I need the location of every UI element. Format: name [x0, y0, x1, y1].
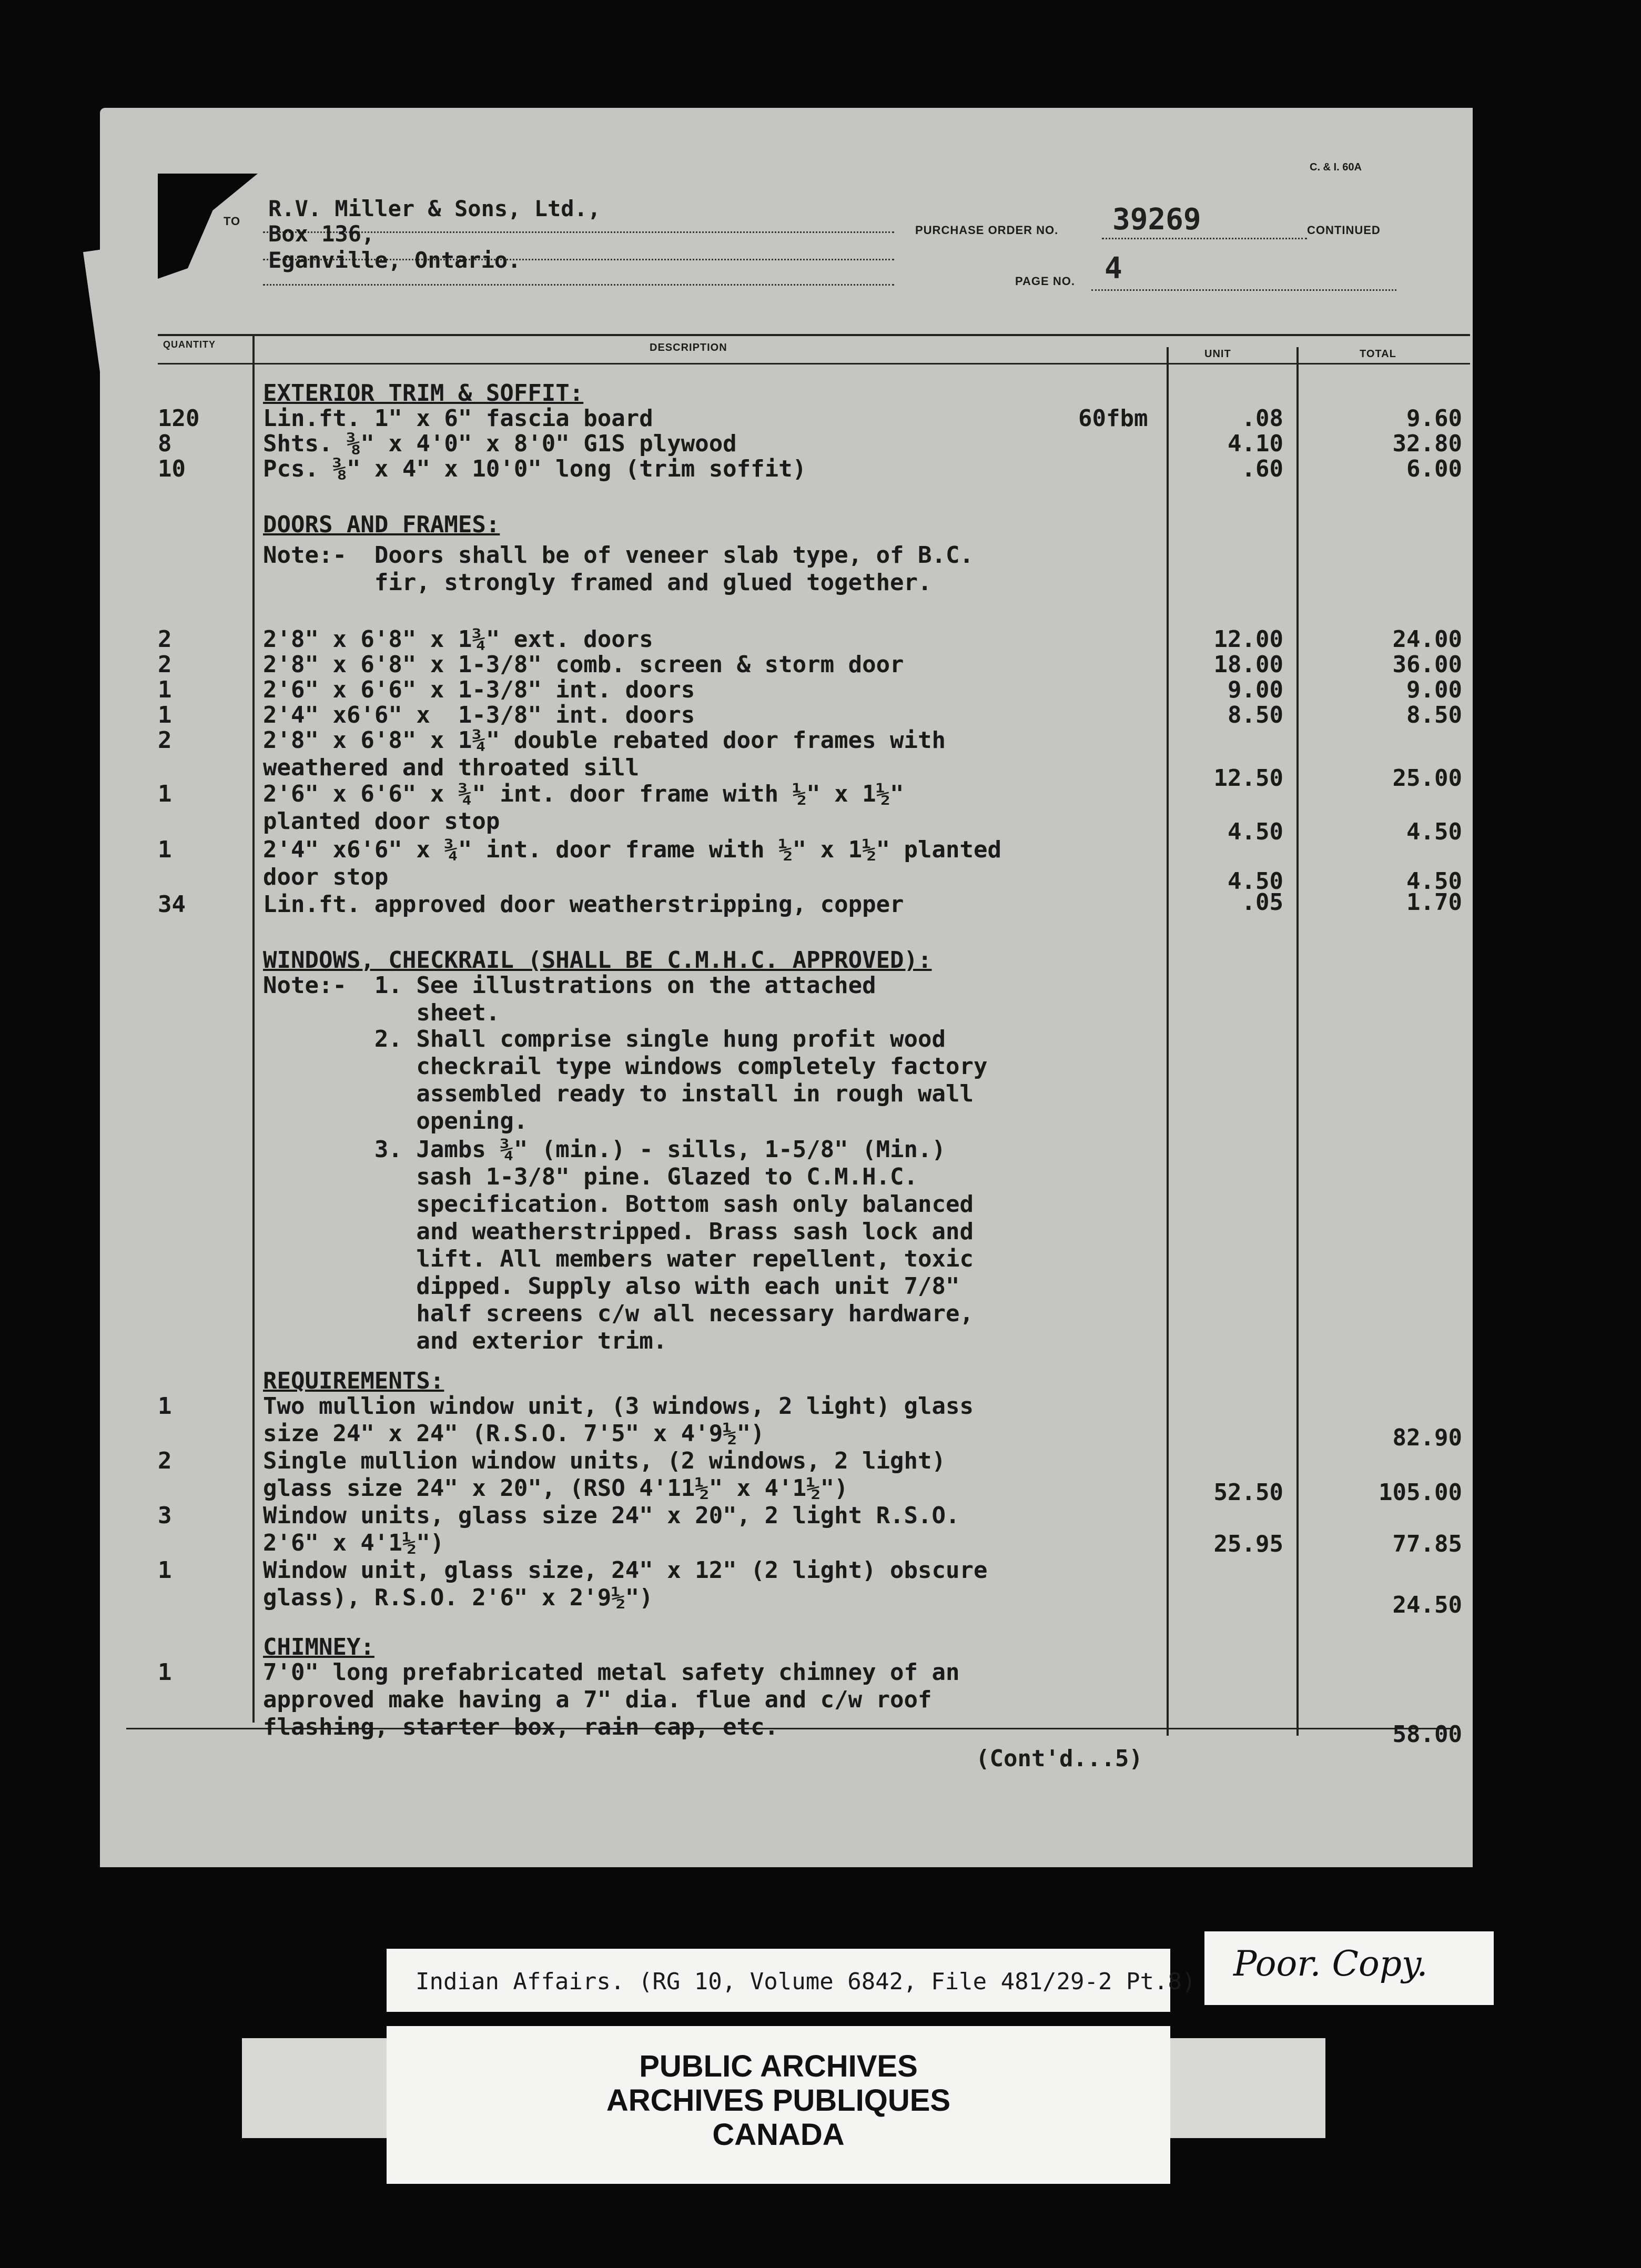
unit-cell: .08	[1241, 405, 1283, 432]
description-cell: Window units, glass size 24" x 20", 2 light R.S.O. 2'6" x 4'1½")	[263, 1502, 960, 1556]
total-cell: 32.80	[1392, 430, 1462, 457]
quantity-cell: 2	[158, 1447, 172, 1474]
description-cell: 2'4" x6'6" x ¾" int. door frame with ½" x 1½" planted door stop	[263, 836, 1001, 890]
quantity-cell: 2	[158, 626, 172, 653]
unit-cell: 8.50	[1228, 702, 1283, 728]
unit-header: UNIT	[1204, 348, 1231, 360]
continued-label: CONTINUED	[1307, 224, 1381, 237]
page-label: PAGE NO.	[1015, 275, 1075, 288]
total-cell: 82.90	[1392, 1424, 1462, 1451]
description-cell: 7'0" long prefabricated metal safety chimney of an approved make having a 7" dia. flue and c/w roof flashing, starter box, rain cap, etc.	[263, 1659, 960, 1740]
unit-cell: 4.50	[1228, 818, 1283, 845]
total-cell: 9.60	[1406, 405, 1462, 432]
quantity-cell: 8	[158, 430, 172, 457]
description-cell: Window unit, glass size, 24" x 12" (2 light) obscure glass), R.S.O. 2'6" x 2'9½")	[263, 1557, 988, 1611]
total-cell: 4.50	[1406, 818, 1462, 845]
section-heading: EXTERIOR TRIM & SOFFIT:	[263, 380, 584, 407]
description-cell: 2'8" x 6'8" x 1-3/8" comb. screen & storm door	[263, 651, 904, 678]
po-label: PURCHASE ORDER NO.	[915, 224, 1059, 237]
unit-cell: .60	[1241, 455, 1283, 482]
quantity-column-rule	[252, 334, 255, 1723]
unit-cell: 18.00	[1213, 651, 1283, 678]
unit-cell: 4.10	[1228, 430, 1283, 457]
po-number: 39269	[1112, 202, 1201, 237]
total-cell: 24.00	[1392, 626, 1462, 653]
description-cell: Two mullion window unit, (3 windows, 2 light) glass size 24" x 24" (R.S.O. 7'5" x 4'9½")	[263, 1393, 974, 1447]
quantity-cell: 3	[158, 1502, 172, 1529]
unit-column-rule	[1167, 347, 1169, 1736]
archive-reference-text: Indian Affairs. (RG 10, Volume 6842, File 481/29-2 Pt.8)	[416, 1968, 1196, 1995]
total-cell: 1.70	[1406, 889, 1462, 916]
po-line	[1102, 238, 1307, 239]
description-cell: Lin.ft. approved door weatherstripping, copper	[263, 891, 904, 918]
description-cell: Single mullion window units, (2 windows, 2 light) glass size 24" x 20", (RSO 4'11½" x 4'1½")	[263, 1447, 946, 1502]
page-number: 4	[1105, 251, 1122, 286]
quantity-cell: 2	[158, 727, 172, 754]
description-cell: Shts. ⅜" x 4'0" x 8'0" G1S plywood	[263, 430, 737, 457]
total-cell: 4.50	[1406, 868, 1462, 895]
table-top-rule	[158, 334, 1470, 336]
note-text: 3. Jambs ¾" (min.) - sills, 1-5/8" (Min.) sash 1-3/8" pine. Glazed to C.M.H.C. specification. Bottom sash only balanced and weatherstripped. Brass sash lock and lift. All members water repellent, toxic dipped. Supply also with each unit 7/8" half screens c/w all necessary hardware, and exterior trim.	[374, 1136, 974, 1354]
quantity-cell: 34	[158, 891, 186, 918]
quantity-cell: 1	[158, 781, 172, 807]
quantity-header: QUANTITY	[163, 339, 216, 350]
total-cell: 77.85	[1392, 1531, 1462, 1557]
description-cell: Lin.ft. 1" x 6" fascia board	[263, 405, 653, 432]
to-label: TO	[224, 215, 241, 228]
unit-cell: 9.00	[1228, 676, 1283, 703]
total-cell: 24.50	[1392, 1592, 1462, 1618]
total-header: TOTAL	[1360, 348, 1396, 360]
quantity-cell: 120	[158, 405, 200, 432]
description-cell: 2'6" x 6'6" x 1-3/8" int. doors	[263, 676, 695, 703]
address-city: Eganville, Ontario.	[268, 247, 521, 273]
section-heading: WINDOWS, CHECKRAIL (SHALL BE C.M.H.C. APPROVED):	[263, 947, 932, 974]
section-heading: CHIMNEY:	[263, 1634, 374, 1660]
address-name: R.V. Miller & Sons, Ltd.,	[268, 196, 601, 221]
unit-cell: 52.50	[1213, 1479, 1283, 1506]
description-header: DESCRIPTION	[650, 342, 727, 353]
address-line-3	[263, 284, 894, 286]
page-line	[1091, 289, 1396, 291]
total-cell: 58.00	[1392, 1721, 1462, 1748]
stamp-line-1: PUBLIC ARCHIVES	[639, 2049, 918, 2083]
header-rule	[158, 363, 1470, 364]
total-cell: 6.00	[1406, 455, 1462, 482]
note-text: Note:- 1. See illustrations on the attached sheet.	[263, 972, 876, 1026]
form-code: C. & I. 60A	[1310, 161, 1362, 173]
unit-cell: 25.95	[1213, 1531, 1283, 1557]
quantity-cell: 1	[158, 1393, 172, 1420]
stamp-line-3: CANADA	[712, 2118, 845, 2152]
description-cell: Pcs. ⅜" x 4" x 10'0" long (trim soffit)	[263, 455, 807, 482]
fbm-note: 60fbm	[1078, 405, 1148, 432]
quantity-cell: 1	[158, 836, 172, 863]
note-text: 2. Shall comprise single hung profit wood checkrail type windows completely factory assembled ready to install in rough wall opening.	[374, 1026, 988, 1135]
total-cell: 8.50	[1406, 702, 1462, 728]
note-text: Note:- Doors shall be of veneer slab type, of B.C. fir, strongly framed and glued together.	[263, 542, 974, 596]
quantity-cell: 1	[158, 1659, 172, 1686]
total-column-rule	[1296, 347, 1299, 1736]
address-box: Box 136,	[268, 221, 375, 247]
quantity-cell: 10	[158, 455, 186, 482]
unit-cell: 12.00	[1213, 626, 1283, 653]
poor-copy-note: Poor. Copy.	[1233, 1943, 1428, 1984]
quantity-cell: 1	[158, 676, 172, 703]
section-heading: DOORS AND FRAMES:	[263, 511, 500, 538]
quantity-cell: 1	[158, 702, 172, 728]
section-heading: REQUIREMENTS:	[263, 1368, 444, 1394]
unit-cell: .05	[1241, 889, 1283, 916]
total-cell: 105.00	[1379, 1479, 1462, 1506]
stamp-line-2: ARCHIVES PUBLIQUES	[606, 2083, 951, 2118]
description-cell: 2'6" x 6'6" x ¾" int. door frame with ½" x 1½" planted door stop	[263, 781, 904, 835]
total-cell: 36.00	[1392, 651, 1462, 678]
quantity-cell: 1	[158, 1557, 172, 1584]
description-cell: 2'8" x 6'8" x 1¾" double rebated door frames with weathered and throated sill	[263, 727, 946, 781]
unit-cell: 4.50	[1228, 868, 1283, 895]
description-cell: 2'4" x6'6" x 1-3/8" int. doors	[263, 702, 695, 728]
description-cell: 2'8" x 6'8" x 1¾" ext. doors	[263, 626, 653, 653]
quantity-cell: 2	[158, 651, 172, 678]
total-cell: 9.00	[1406, 676, 1462, 703]
total-cell: 25.00	[1392, 765, 1462, 792]
continued-note: (Cont'd...5)	[976, 1745, 1143, 1772]
unit-cell: 12.50	[1213, 765, 1283, 792]
